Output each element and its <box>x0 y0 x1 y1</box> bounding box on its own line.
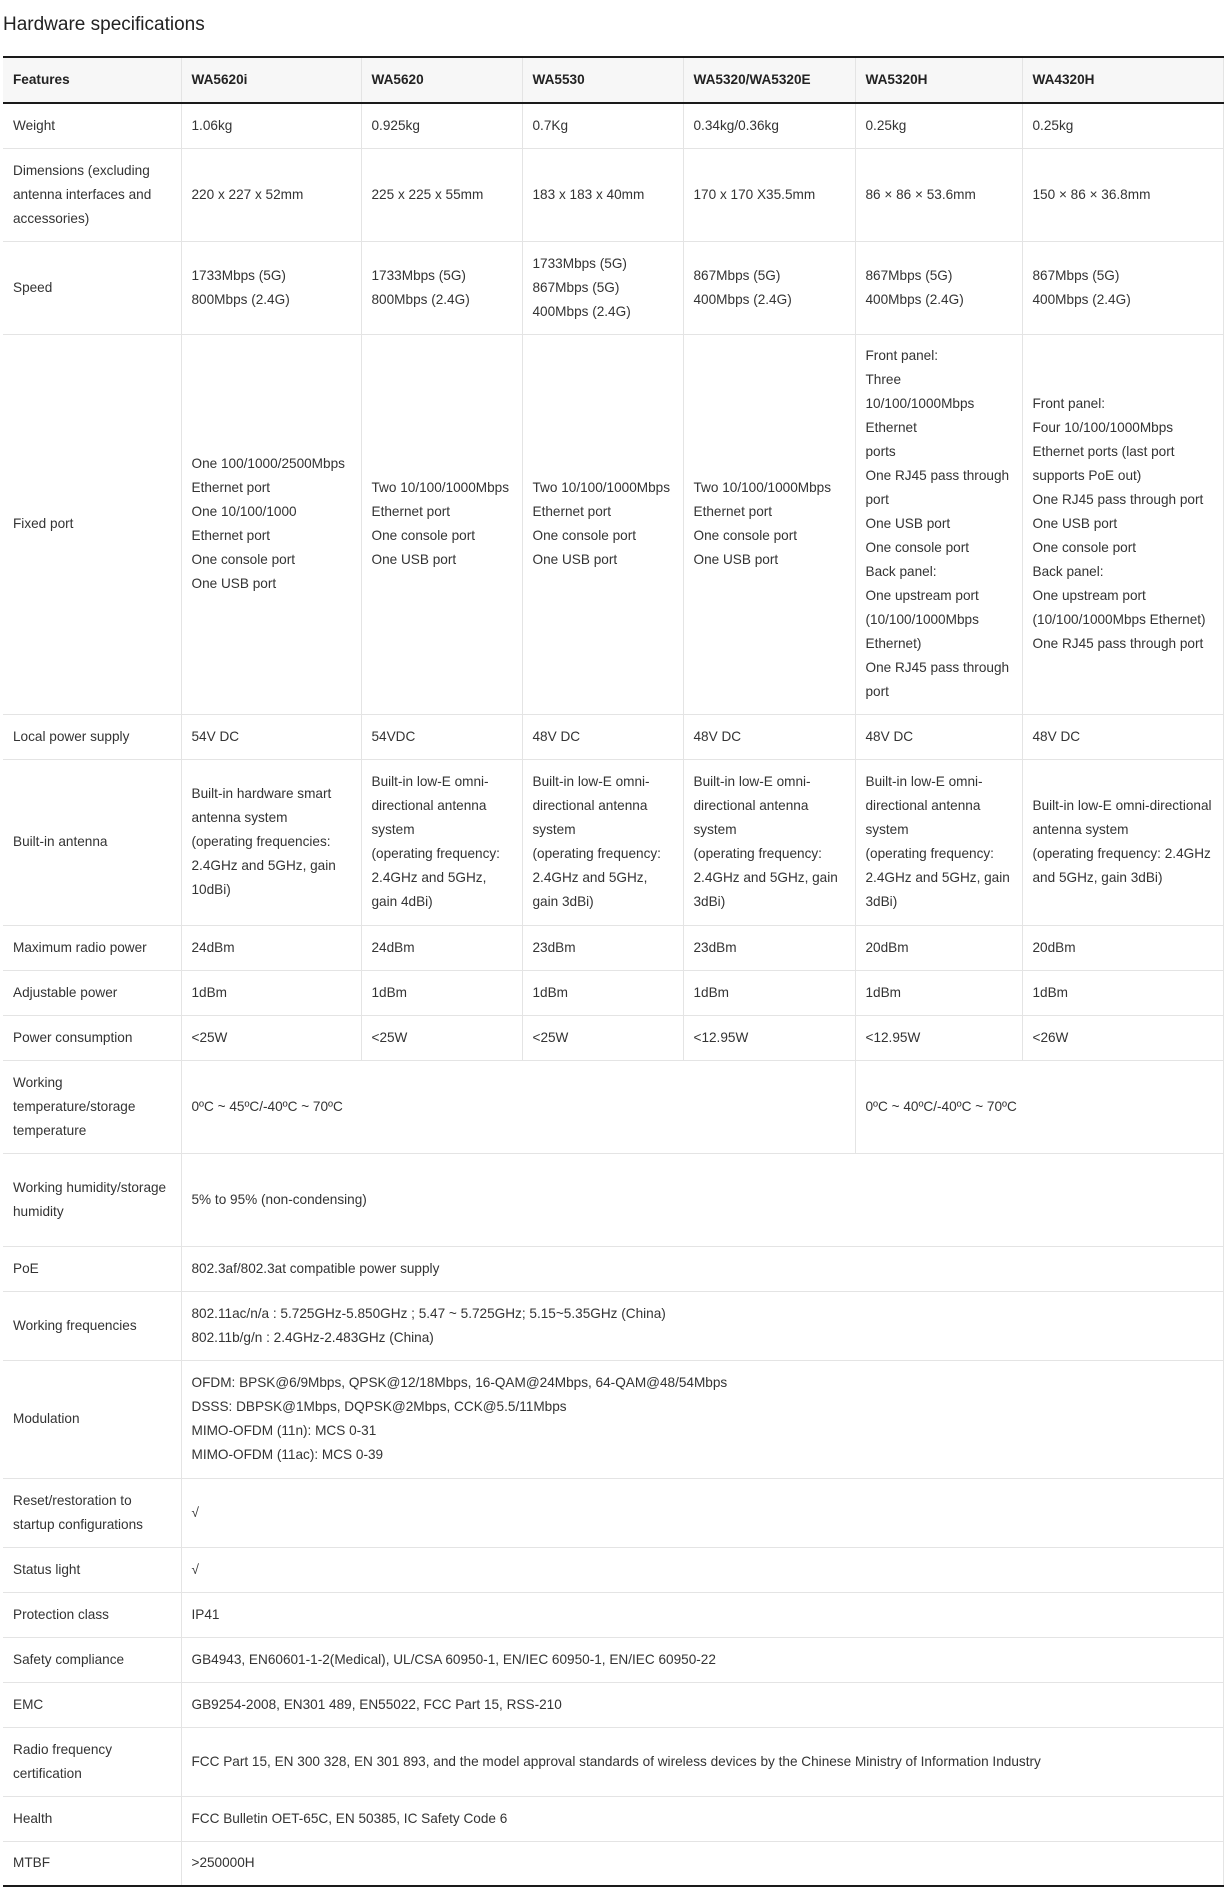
spec-value: One 100/1000/2500Mbps Ethernet port One 10/100/1000 Ethernet port One console port One USB port <box>191 456 345 591</box>
table-row <box>3 1015 1223 1060</box>
table-row <box>3 241 1223 334</box>
table-row <box>3 1291 1223 1360</box>
spec-value: 0.25kg <box>1032 117 1074 133</box>
feature-label <box>3 714 181 759</box>
spec-cell <box>855 241 1022 334</box>
feature-text: Status light <box>13 1561 81 1577</box>
feature-label <box>3 1637 181 1682</box>
spec-value: 0.25kg <box>865 117 907 133</box>
spec-cell <box>361 759 522 925</box>
spec-cell <box>1022 925 1223 970</box>
spec-cell <box>855 1015 1022 1060</box>
table-row <box>3 103 1223 148</box>
spec-value: 54VDC <box>371 728 416 744</box>
spec-cell <box>683 970 855 1015</box>
spec-value: <25W <box>191 1029 228 1045</box>
spec-value: <12.95W <box>693 1029 749 1045</box>
table-row <box>3 1246 1223 1291</box>
spec-value: IP41 <box>191 1606 220 1622</box>
spec-cell <box>181 241 361 334</box>
spec-value: 1dBm <box>191 984 228 1000</box>
spec-value: 867Mbps (5G) 400Mbps (2.4G) <box>693 267 792 307</box>
spec-value: <26W <box>1032 1029 1069 1045</box>
spec-cell-span <box>181 1682 1223 1727</box>
spec-cell <box>683 1015 855 1060</box>
spec-cell <box>1022 241 1223 334</box>
table-row <box>3 1478 1223 1547</box>
table-row <box>3 925 1223 970</box>
header-cell-wa5620i: WA5620i <box>181 57 361 103</box>
spec-table-body <box>3 103 1223 1886</box>
spec-value: 20dBm <box>865 939 909 955</box>
spec-cell <box>1022 759 1223 925</box>
feature-text: PoE <box>13 1260 39 1276</box>
feature-label <box>3 1841 181 1886</box>
spec-cell <box>1022 970 1223 1015</box>
spec-value: <12.95W <box>865 1029 921 1045</box>
spec-value: Two 10/100/1000Mbps Ethernet port One console port One USB port <box>371 480 510 567</box>
spec-value: 170 x 170 X35.5mm <box>693 186 816 202</box>
feature-label <box>3 334 181 714</box>
table-row <box>3 1153 1223 1246</box>
spec-value: 48V DC <box>693 728 742 744</box>
table-row <box>3 334 1223 714</box>
feature-text: Safety compliance <box>13 1651 125 1667</box>
spec-value: 23dBm <box>693 939 737 955</box>
check-mark: √ <box>191 1561 199 1577</box>
check-mark: √ <box>191 1504 199 1520</box>
spec-cell-span <box>181 1360 1223 1478</box>
table-row <box>3 1841 1223 1886</box>
spec-cell <box>361 925 522 970</box>
hardware-spec-table <box>3 56 1224 1887</box>
spec-value: GB4943, EN60601-1-2(Medical), UL/CSA 60950-1, EN/IEC 60950-1, EN/IEC 60950-22 <box>191 1651 716 1667</box>
feature-text: Reset/restoration to startup configurations <box>13 1492 143 1532</box>
header-cell-wa5620: WA5620 <box>361 57 522 103</box>
header-cell-wa5320h: WA5320H <box>855 57 1022 103</box>
spec-cell <box>361 970 522 1015</box>
spec-value: 20dBm <box>1032 939 1076 955</box>
spec-value: 0.34kg/0.36kg <box>693 117 779 133</box>
feature-text: Protection class <box>13 1606 109 1622</box>
feature-text: Local power supply <box>13 728 130 744</box>
spec-cell <box>683 241 855 334</box>
spec-cell <box>522 1015 683 1060</box>
spec-value: Built-in low-E omni-directional antenna system (operating frequency: 2.4GHz and 5GHz, gain 3dBi) <box>532 774 661 909</box>
spec-value: 1.06kg <box>191 117 233 133</box>
spec-cell <box>855 148 1022 241</box>
spec-cell-span <box>181 1547 1223 1592</box>
spec-cell <box>361 714 522 759</box>
spec-cell <box>181 759 361 925</box>
header-row <box>3 57 1223 103</box>
table-row <box>3 1592 1223 1637</box>
table-row <box>3 1727 1223 1796</box>
spec-cell <box>683 148 855 241</box>
spec-cell <box>181 925 361 970</box>
spec-value: Built-in low-E omni-directional antenna system (operating frequency: 2.4GHz and 5GHz, gain 3dBi) <box>693 774 838 909</box>
feature-label <box>3 1060 181 1153</box>
table-row <box>3 148 1223 241</box>
feature-text: Health <box>13 1810 53 1826</box>
spec-value: 150 × 86 × 36.8mm <box>1032 186 1151 202</box>
spec-value: 0ºC ~ 40ºC/-40ºC ~ 70ºC <box>865 1098 1017 1114</box>
spec-cell <box>855 334 1022 714</box>
feature-label <box>3 1153 181 1246</box>
spec-value: 48V DC <box>865 728 914 744</box>
feature-label <box>3 1478 181 1547</box>
feature-text: Adjustable power <box>13 984 118 1000</box>
spec-value: 1733Mbps (5G) 867Mbps (5G) 400Mbps (2.4G) <box>532 255 631 319</box>
feature-text: EMC <box>13 1696 44 1712</box>
feature-text: Working humidity/storage humidity <box>13 1179 167 1219</box>
spec-value: Front panel: Three 10/100/1000Mbps Ethernet ports One RJ45 pass through port One USB port One console port Back panel: One upstream port (10/100/1000Mbps Ethernet) One RJ45 pass through port <box>865 348 1010 699</box>
spec-value: <25W <box>532 1029 569 1045</box>
spec-value: 54V DC <box>191 728 240 744</box>
spec-cell <box>855 970 1022 1015</box>
table-row <box>3 970 1223 1015</box>
header-cell-features: Features <box>3 57 181 103</box>
feature-label <box>3 1015 181 1060</box>
spec-cell <box>361 1015 522 1060</box>
header-cell-wa4320h: WA4320H <box>1022 57 1223 103</box>
spec-value: Built-in low-E omni-directional antenna system (operating frequency: 2.4GHz and 5GHz, gain 3dBi) <box>1032 798 1212 885</box>
spec-table-header <box>3 57 1223 103</box>
spec-cell <box>361 334 522 714</box>
spec-cell <box>683 714 855 759</box>
spec-cell <box>683 759 855 925</box>
spec-value: 0.7Kg <box>532 117 569 133</box>
spec-cell <box>361 103 522 148</box>
spec-cell-span <box>181 1478 1223 1547</box>
feature-text: Modulation <box>13 1411 80 1426</box>
spec-cell <box>1022 103 1223 148</box>
feature-label <box>3 1796 181 1841</box>
feature-label <box>3 1246 181 1291</box>
spec-value: FCC Part 15, EN 300 328, EN 301 893, and the model approval standards of wireless devices by the Chinese Ministry of Information Industry <box>191 1753 1041 1769</box>
table-row <box>3 1796 1223 1841</box>
spec-value: <25W <box>371 1029 408 1045</box>
spec-value: 1733Mbps (5G) 800Mbps (2.4G) <box>371 267 470 307</box>
header-cell-wa5320: WA5320/WA5320E <box>683 57 855 103</box>
spec-value: GB9254-2008, EN301 489, EN55022, FCC Part 15, RSS-210 <box>191 1696 562 1712</box>
spec-value: Two 10/100/1000Mbps Ethernet port One console port One USB port <box>532 480 671 567</box>
feature-text: Dimensions (excluding antenna interfaces and accessories) <box>13 162 152 226</box>
feature-label <box>3 148 181 241</box>
table-row <box>3 1060 1223 1153</box>
spec-cell-span <box>181 1291 1223 1360</box>
spec-cell <box>181 334 361 714</box>
feature-text: Maximum radio power <box>13 939 147 955</box>
spec-value: 5% to 95% (non-condensing) <box>191 1191 367 1207</box>
table-row <box>3 759 1223 925</box>
page-title: Hardware specifications <box>3 14 205 35</box>
spec-value: 48V DC <box>1032 728 1081 744</box>
table-row <box>3 1682 1223 1727</box>
spec-cell <box>522 759 683 925</box>
spec-value: 1dBm <box>865 984 902 1000</box>
spec-value: 867Mbps (5G) 400Mbps (2.4G) <box>1032 267 1131 307</box>
spec-value: 0ºC ~ 45ºC/-40ºC ~ 70ºC <box>191 1098 343 1114</box>
feature-text: Built-in antenna <box>13 834 108 849</box>
spec-value: FCC Bulletin OET-65C, EN 50385, IC Safety Code 6 <box>191 1810 508 1826</box>
spec-value: 24dBm <box>371 939 415 955</box>
spec-cell <box>522 148 683 241</box>
spec-cell <box>855 759 1022 925</box>
feature-label <box>3 241 181 334</box>
spec-cell-span <box>181 1796 1223 1841</box>
spec-value: 86 × 86 × 53.6mm <box>865 186 976 202</box>
spec-value: Built-in low-E omni-directional antenna system (operating frequency: 2.4GHz and 5GHz, gain 3dBi) <box>865 774 1010 909</box>
spec-cell-span <box>855 1060 1223 1153</box>
spec-cell <box>522 714 683 759</box>
spec-value: 1dBm <box>532 984 569 1000</box>
feature-label <box>3 759 181 925</box>
spec-cell <box>683 334 855 714</box>
spec-value: 24dBm <box>191 939 235 955</box>
spec-value: Built-in low-E omni-directional antenna system (operating frequency: 2.4GHz and 5GHz, gain 4dBi) <box>371 774 500 909</box>
spec-value: 220 x 227 x 52mm <box>191 186 304 202</box>
spec-cell <box>1022 148 1223 241</box>
spec-cell-span <box>181 1637 1223 1682</box>
spec-value: 1dBm <box>371 984 408 1000</box>
spec-cell <box>361 148 522 241</box>
spec-value: 0.925kg <box>371 117 420 133</box>
spec-value: 23dBm <box>532 939 576 955</box>
spec-cell <box>181 970 361 1015</box>
spec-value: Two 10/100/1000Mbps Ethernet port One console port One USB port <box>693 480 832 567</box>
feature-label <box>3 1682 181 1727</box>
spec-table-container <box>3 56 1212 1891</box>
spec-cell <box>855 714 1022 759</box>
spec-value: 1733Mbps (5G) 800Mbps (2.4G) <box>191 267 290 307</box>
feature-label <box>3 1360 181 1478</box>
spec-cell <box>683 925 855 970</box>
spec-cell <box>855 103 1022 148</box>
spec-cell-span <box>181 1246 1223 1291</box>
spec-cell-span <box>181 1727 1223 1796</box>
spec-cell <box>522 334 683 714</box>
feature-text: Working frequencies <box>13 1317 137 1333</box>
feature-text: Fixed port <box>13 516 74 531</box>
feature-label <box>3 1592 181 1637</box>
feature-label <box>3 1547 181 1592</box>
spec-value: 1dBm <box>1032 984 1069 1000</box>
feature-label <box>3 1727 181 1796</box>
table-row <box>3 1360 1223 1478</box>
spec-value: OFDM: BPSK@6/9Mbps, QPSK@12/18Mbps, 16-QAM@24Mbps, 64-QAM@48/54Mbps DSSS: DBPSK@1Mbps, DQPSK@2Mbps, CCK@5.5/11Mbps MIMO-OFDM (11n): MCS 0-31 MIMO-OFDM (11ac): MCS 0-39 <box>191 1375 728 1462</box>
spec-cell-span <box>181 1592 1223 1637</box>
feature-label <box>3 970 181 1015</box>
spec-value: 1dBm <box>693 984 730 1000</box>
spec-value: 867Mbps (5G) 400Mbps (2.4G) <box>865 267 964 307</box>
feature-text: Speed <box>13 279 53 295</box>
spec-cell-span <box>181 1060 855 1153</box>
spec-cell <box>181 148 361 241</box>
spec-cell <box>522 103 683 148</box>
feature-text: Power consumption <box>13 1029 133 1045</box>
spec-cell <box>181 1015 361 1060</box>
spec-cell <box>522 925 683 970</box>
feature-text: Working temperature/storage temperature <box>13 1074 136 1138</box>
spec-value: Front panel: Four 10/100/1000Mbps Ethernet ports (last port supports PoE out) One RJ45 pass through port One USB port One console port Back panel: One upstream port (10/100/1000Mbps Ethernet) One RJ45 pass through port <box>1032 396 1206 651</box>
feature-label <box>3 925 181 970</box>
spec-cell <box>522 970 683 1015</box>
feature-text: MTBF <box>13 1855 50 1871</box>
spec-cell <box>683 103 855 148</box>
table-row <box>3 1637 1223 1682</box>
spec-value: 802.3af/802.3at compatible power supply <box>191 1260 440 1276</box>
feature-label <box>3 1291 181 1360</box>
feature-text: Radio frequency certification <box>13 1741 112 1781</box>
spec-value: Built-in hardware smart antenna system (operating frequencies: 2.4GHz and 5GHz, gain 10dBi) <box>191 786 336 897</box>
table-row <box>3 1547 1223 1592</box>
feature-label <box>3 103 181 148</box>
spec-value: 225 x 225 x 55mm <box>371 186 484 202</box>
spec-cell <box>181 103 361 148</box>
spec-cell <box>1022 1015 1223 1060</box>
header-cell-wa5530: WA5530 <box>522 57 683 103</box>
spec-cell <box>181 714 361 759</box>
table-row <box>3 714 1223 759</box>
spec-cell <box>855 925 1022 970</box>
spec-cell-span <box>181 1841 1223 1886</box>
spec-cell <box>522 241 683 334</box>
spec-cell <box>1022 714 1223 759</box>
spec-value: 183 x 183 x 40mm <box>532 186 645 202</box>
spec-value: 48V DC <box>532 728 581 744</box>
spec-value: >250000H <box>191 1855 255 1871</box>
spec-value: 802.11ac/n/a : 5.725GHz-5.850GHz ; 5.47 ~ 5.725GHz; 5.15~5.35GHz (China) 802.11b/g/n : 2.4GHz-2.483GHz (China) <box>191 1305 666 1345</box>
feature-text: Weight <box>13 117 56 133</box>
spec-cell <box>1022 334 1223 714</box>
spec-cell-span <box>181 1153 1223 1246</box>
spec-cell <box>361 241 522 334</box>
